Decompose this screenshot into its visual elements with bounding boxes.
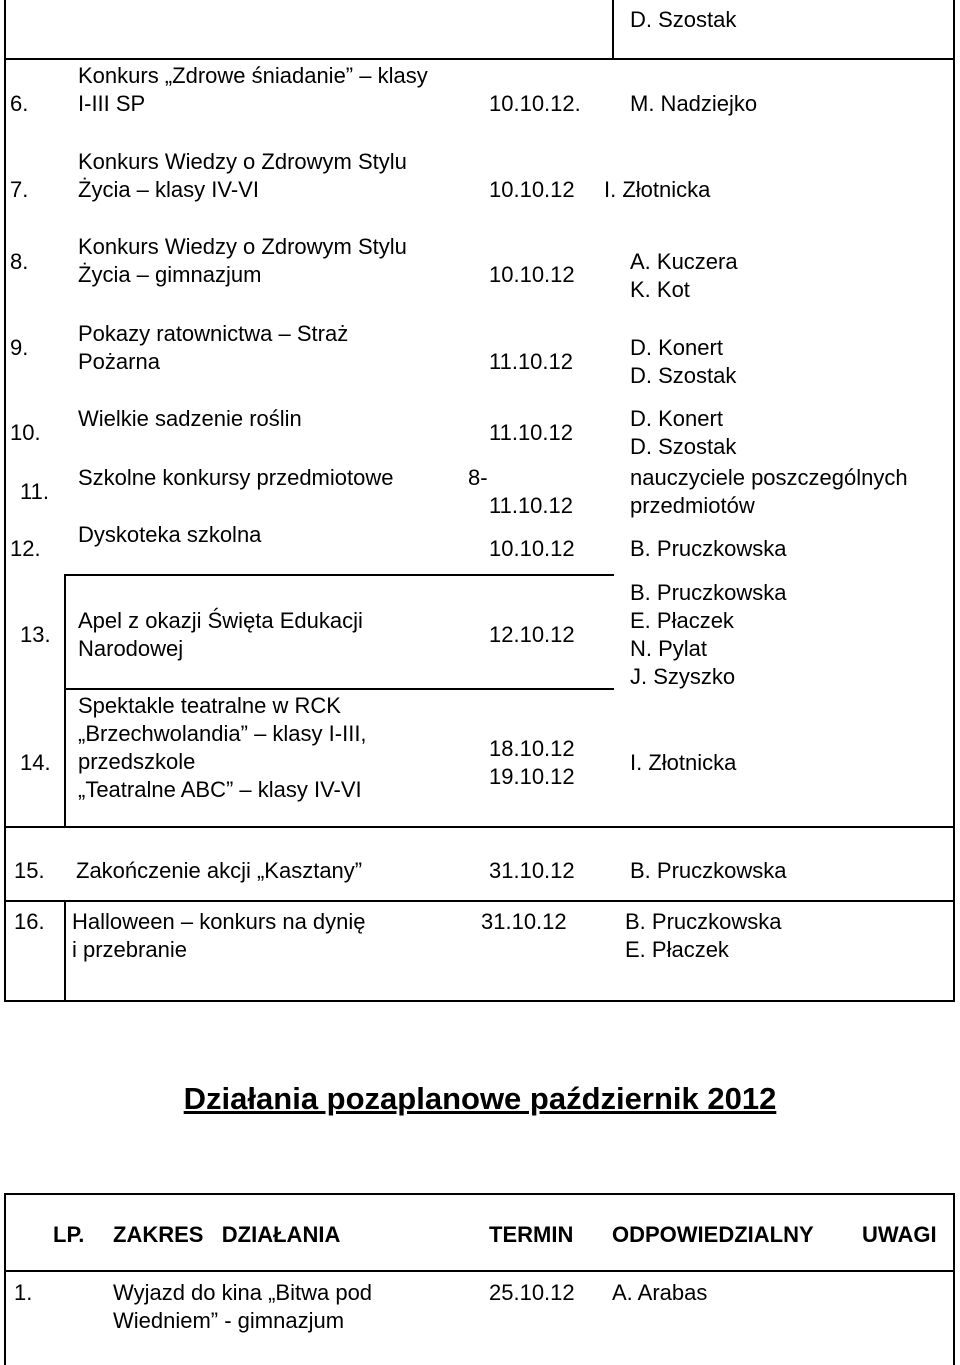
row13-person1: B. Pruczkowska xyxy=(630,580,787,605)
table2-header-scope: ZAKRES DZIAŁANIA xyxy=(113,1222,341,1247)
row14-text-line1: Spektakle teatralne w RCK xyxy=(78,693,341,718)
row10-number: 10. xyxy=(10,420,41,445)
table1-rule xyxy=(64,574,614,576)
row9-date: 11.10.12 xyxy=(489,349,574,374)
table1-border-right xyxy=(953,0,955,1002)
table1-rule xyxy=(4,826,955,828)
section-title: Działania pozaplanowe październik 2012 xyxy=(183,1081,777,1116)
row8-text-line1: Konkurs Wiedzy o Zdrowym Stylu xyxy=(78,234,407,259)
row7-person: I. Złotnicka xyxy=(604,177,711,202)
row16-date: 31.10.12 xyxy=(481,909,567,934)
row14-date2: 19.10.12 xyxy=(489,764,575,789)
row10-person1: D. Konert xyxy=(630,406,723,431)
row6-date: 10.10.12. xyxy=(489,91,581,116)
row14-text-line4: „Teatralne ABC” – klasy IV-VI xyxy=(78,777,362,802)
row7-date: 10.10.12 xyxy=(489,177,575,202)
row16-person1: B. Pruczkowska xyxy=(625,909,782,934)
row11-number: 11. xyxy=(20,479,49,504)
row8-person1: A. Kuczera xyxy=(630,249,738,274)
row16-number: 16. xyxy=(14,909,45,934)
row13-date: 12.10.12 xyxy=(489,622,575,647)
table1-rule xyxy=(4,58,955,60)
row11-person2: przedmiotów xyxy=(630,493,755,518)
table2-row1-person: A. Arabas xyxy=(612,1280,708,1305)
row8-person2: K. Kot xyxy=(630,277,690,302)
table1-rule xyxy=(64,688,614,690)
row13-person3: N. Pylat xyxy=(630,636,708,661)
row15-number: 15. xyxy=(14,858,45,883)
table2-border-top xyxy=(4,1193,955,1195)
row6-text-line2: I-III SP xyxy=(78,91,146,116)
row9-text-line1: Pokazy ratownictwa – Straż xyxy=(78,321,349,346)
row15-person: B. Pruczkowska xyxy=(630,858,787,883)
table2-header-responsible: ODPOWIEDZIALNY xyxy=(612,1222,814,1247)
row10-date: 11.10.12 xyxy=(489,420,574,445)
row6-number: 6. xyxy=(10,91,29,116)
row13-text-line2: Narodowej xyxy=(78,636,184,661)
row11-person1: nauczyciele poszczególnych xyxy=(630,465,908,490)
row13-person2: E. Płaczek xyxy=(630,608,734,633)
row5-person: D. Szostak xyxy=(630,7,737,32)
table2-border-left xyxy=(4,1193,6,1365)
table2-header-term: TERMIN xyxy=(489,1222,574,1247)
row7-text-line1: Konkurs Wiedzy o Zdrowym Stylu xyxy=(78,149,407,174)
row11-text: Szkolne konkursy przedmiotowe xyxy=(78,465,394,490)
row14-number: 14. xyxy=(20,750,51,775)
table2-border-right xyxy=(953,1193,955,1365)
row7-number: 7. xyxy=(10,177,29,202)
row10-person2: D. Szostak xyxy=(630,434,737,459)
row16-person2: E. Płaczek xyxy=(625,937,729,962)
row12-number: 12. xyxy=(10,536,41,561)
table2-row1-text-line1: Wyjazd do kina „Bitwa pod xyxy=(113,1280,373,1305)
row14-date1: 18.10.12 xyxy=(489,736,575,761)
row9-text-line2: Pożarna xyxy=(78,349,160,374)
row14-text-line3: przedszkole xyxy=(78,749,196,774)
row12-text: Dyskoteka szkolna xyxy=(78,522,262,547)
row8-date: 10.10.12 xyxy=(489,262,575,287)
row8-text-line2: Życia – gimnazjum xyxy=(78,262,262,287)
row9-person1: D. Konert xyxy=(630,335,723,360)
table1-rule xyxy=(64,574,66,826)
row14-text-line2: „Brzechwolandia” – klasy I-III, xyxy=(78,721,367,746)
row13-text-line1: Apel z okazji Święta Edukacji xyxy=(78,608,363,633)
table1-rule xyxy=(64,900,66,1002)
table1-border-left xyxy=(4,0,6,1002)
table2-header-notes: UWAGI xyxy=(862,1222,937,1247)
row9-number: 9. xyxy=(10,335,29,360)
table2-row1-text-line2: Wiedniem” - gimnazjum xyxy=(113,1308,345,1333)
row13-number: 13. xyxy=(20,622,51,647)
table2-row1-number: 1. xyxy=(14,1280,33,1305)
table2-header-rule xyxy=(4,1270,955,1272)
row12-person: B. Pruczkowska xyxy=(630,536,787,561)
table1-rule xyxy=(4,900,955,902)
row9-person2: D. Szostak xyxy=(630,363,737,388)
row13-person4: J. Szyszko xyxy=(630,664,736,689)
row12-date: 10.10.12 xyxy=(489,536,575,561)
table2-row1-date: 25.10.12 xyxy=(489,1280,575,1305)
row11-date-line2: 11.10.12 xyxy=(489,493,574,518)
table1-rule xyxy=(612,0,614,58)
row15-text: Zakończenie akcji „Kasztany” xyxy=(76,858,363,883)
row11-date-line1: 8- xyxy=(468,465,488,490)
row10-text: Wielkie sadzenie roślin xyxy=(78,406,302,431)
row6-person: M. Nadziejko xyxy=(630,91,758,116)
row16-text-line1: Halloween – konkurs na dynię xyxy=(72,909,366,934)
row14-person: I. Złotnicka xyxy=(630,750,737,775)
row16-text-line2: i przebranie xyxy=(72,937,187,962)
table1-rule xyxy=(4,1000,955,1002)
row8-number: 8. xyxy=(10,249,29,274)
row15-date: 31.10.12 xyxy=(489,858,575,883)
row7-text-line2: Życia – klasy IV-VI xyxy=(78,177,259,202)
row6-text-line1: Konkurs „Zdrowe śniadanie” – klasy xyxy=(78,63,428,88)
table2-header-lp: LP. xyxy=(53,1222,85,1247)
